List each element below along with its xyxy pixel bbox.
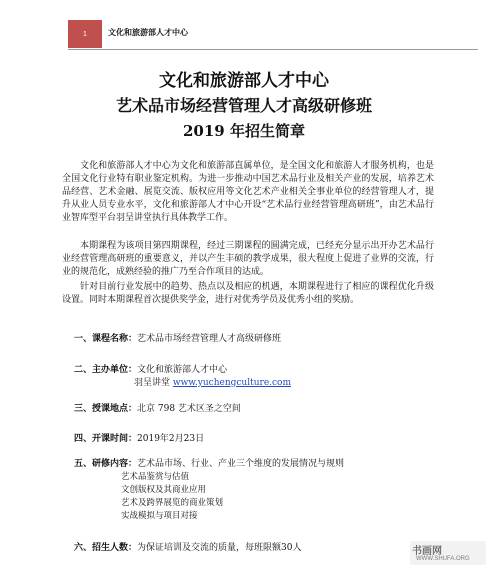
course-name-label: 一、课程名称： bbox=[74, 334, 138, 344]
executor-name: 羽呈讲堂 bbox=[134, 378, 171, 388]
enrollment-label: 六、招生人数： bbox=[74, 543, 138, 553]
header-org-name: 文化和旅游部人才中心 bbox=[108, 28, 188, 37]
course-name-row bbox=[74, 333, 281, 346]
update-paragraph: 针对目前行业发展中的趋势、热点以及相应的机遇，本期课程进行了相应的课程优化升级设置。同时本期课程首次提供奖学金，进行对优秀学员及优秀小组的奖励。 bbox=[62, 282, 434, 305]
doc-title-year: 2019 年招生简章 bbox=[183, 122, 305, 140]
doc-title-program: 艺术品市场经营管理人才高级研修班 bbox=[115, 96, 372, 115]
start-time-label: 四、开课时间： bbox=[74, 434, 138, 444]
content-label: 五、研修内容： bbox=[74, 459, 138, 469]
page-number-badge: 1 bbox=[68, 20, 102, 48]
page-header bbox=[68, 20, 478, 50]
executor-website-link[interactable]: www.yuchengculture.com bbox=[172, 378, 292, 388]
enrollment-value: 为保证培训及交流的质量，每班限额30人 bbox=[137, 543, 302, 553]
start-time-row bbox=[74, 433, 204, 446]
venue-value: 北京 798 艺术区圣之空间 bbox=[137, 404, 241, 414]
content-sub-item: 艺术及跨界展览的商业策划 bbox=[121, 498, 224, 508]
content-value: 艺术品市场、行业、产业三个维度的发展情况与规则 bbox=[137, 459, 345, 469]
course-name-value: 艺术品市场经营管理人才高级研修班 bbox=[137, 334, 282, 344]
watermark-text: 书画网 bbox=[412, 546, 442, 557]
start-time-value: 2019年2月23日 bbox=[137, 434, 205, 444]
site-watermark bbox=[410, 541, 486, 565]
host-row bbox=[74, 364, 227, 377]
venue-row bbox=[74, 403, 241, 416]
intro-paragraph: 文化和旅游部人才中心为文化和旅游部直属单位，是全国文化和旅游人才服务机构，也是全国文化行业特有职业鉴定机构。为进一步推动中国艺术品行业及相关产业的发展，培养艺术品经营、艺术金融、展览交流、版权应用等文化艺术产业相关全事业单位的经营管理人才，提升从业人员专业水平，文化和旅游部人才中心开设“艺术品行业经营管理高研班”，由艺术品行业智库型平台羽呈讲堂执行具体教学工作。 bbox=[62, 161, 434, 223]
header-divider bbox=[68, 49, 478, 50]
content-sub-item: 艺术品鉴赏与估值 bbox=[121, 472, 190, 482]
host-label: 二、主办单位： bbox=[74, 365, 138, 375]
host-value: 文化和旅游部人才中心 bbox=[137, 365, 228, 375]
enrollment-row bbox=[74, 542, 301, 555]
content-sub-item: 文创版权及其商业应用 bbox=[121, 485, 207, 495]
content-row bbox=[74, 458, 344, 471]
watermark-url: WWW.SHUFA.ORG bbox=[416, 556, 470, 562]
venue-label: 三、授课地点： bbox=[74, 404, 138, 414]
doc-title-org: 文化和旅游部人才中心 bbox=[159, 71, 329, 91]
content-sub-item: 实战模拟与项目对接 bbox=[121, 511, 198, 521]
executor-row bbox=[134, 377, 291, 390]
history-paragraph: 本期课程为该项目第四期课程，经过三期课程的圆满完成，已经充分显示出开办艺术品行业经营管理高研班的重要意义，并以产生丰硕的教学成果，很大程度上促进了业界的交流，行业的规范化，成熟经验的推广乃至合作项目的达成。 bbox=[62, 241, 434, 277]
